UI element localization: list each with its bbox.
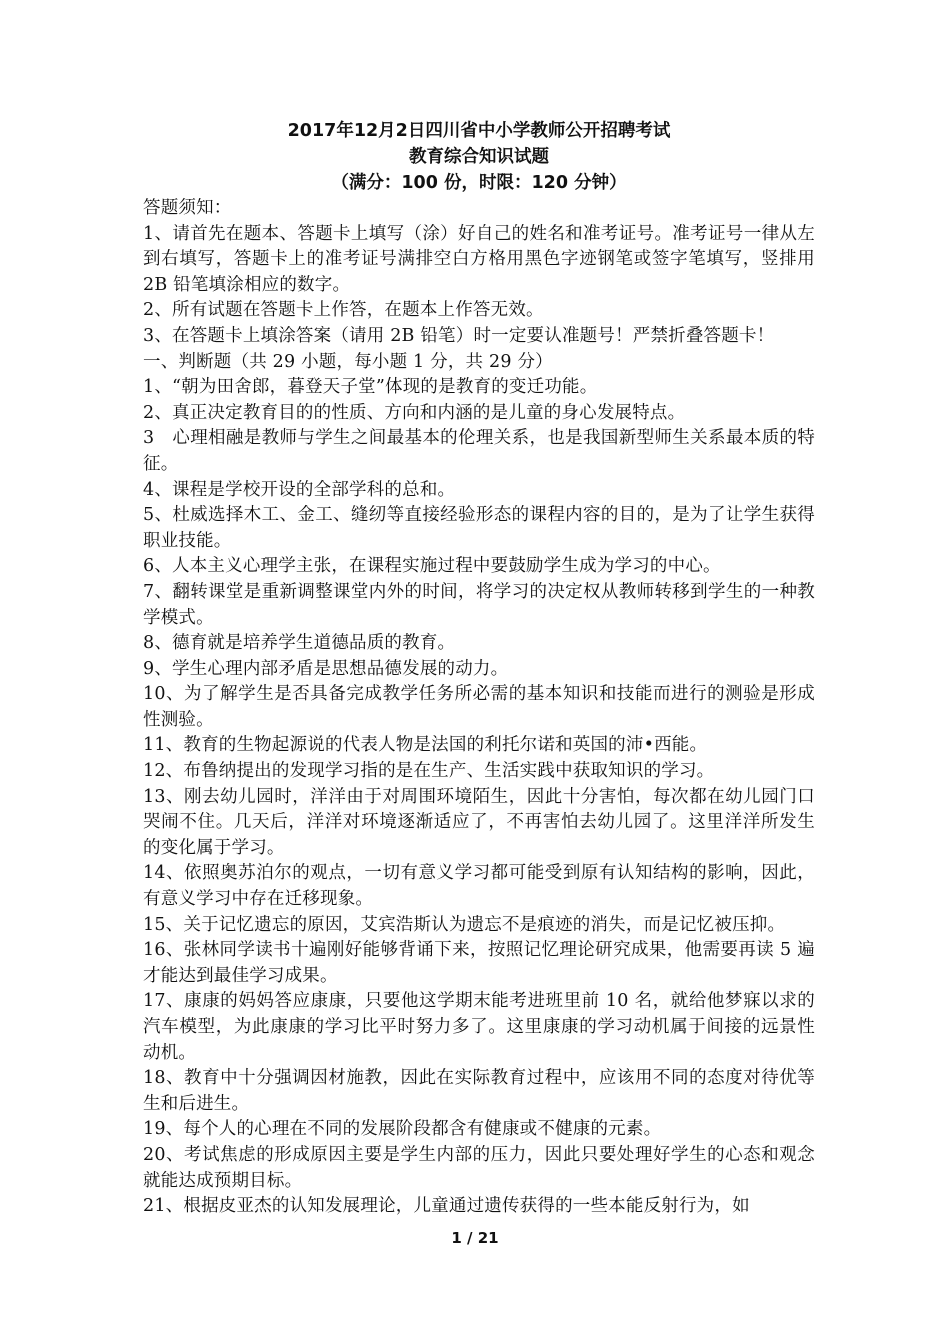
instruction-item: 1、请首先在题本、答题卡上填写（涂）好自己的姓名和准考证号。准考证号一律从左到右填写，答题卡上的准考证号满排空白方格用黑色字迹钢笔或签字笔填写，竖排用 2B 铅笔填涂相应的数字。 (143, 223, 815, 295)
question-item: 10、为了解学生是否具备完成教学任务所必需的基本知识和技能而进行的测验是形成性测验。 (143, 684, 815, 730)
question-item: 2、真正决定教育目的的性质、方向和内涵的是儿童的身心发展特点。 (143, 402, 686, 423)
question-item: 4、课程是学校开设的全部学科的总和。 (143, 479, 456, 500)
question-item: 18、教育中十分强调因材施教，因此在实际教育过程中，应该用不同的态度对待优等生和后进生。 (143, 1068, 815, 1114)
document-page (143, 118, 815, 1220)
question-item: 6、人本主义心理学主张，在课程实施过程中要鼓励学生成为学习的中心。 (143, 556, 721, 577)
document-body (143, 196, 815, 1220)
question-item: 17、康康的妈妈答应康康，只要他这学期末能考进班里前 10 名，就给他梦寐以求的汽车模型，为此康康的学习比平时努力多了。这里康康的学习动机属于间接的远景性动机。 (143, 991, 815, 1063)
question-item: 3 心理相融是教师与学生之间最基本的伦理关系，也是我国新型师生关系最本质的特征。 (143, 428, 815, 474)
question-item: 12、布鲁纳提出的发现学习指的是在生产、生活实践中获取知识的学习。 (143, 761, 715, 782)
question-item: 14、依照奥苏泊尔的观点，一切有意义学习都可能受到原有认知结构的影响，因此，有意义学习中存在迁移现象。 (143, 863, 815, 910)
question-item: 8、德育就是培养学生道德品质的教育。 (143, 633, 456, 654)
question-item: 5、杜威选择木工、金工、缝纫等直接经验形态的课程内容的目的，是为了让学生获得职业技能。 (143, 505, 815, 551)
question-item: 19、每个人的心理在不同的发展阶段都含有健康或不健康的元素。 (143, 1119, 662, 1140)
question-item: 13、刚去幼儿园时，洋洋由于对周围环境陌生，因此十分害怕，每次都在幼儿园门口哭闹不住。几天后，洋洋对环境逐渐适应了，不再害怕去幼儿园了。这里洋洋所发生的变化属于学习。 (143, 786, 815, 858)
exam-title: 2017年12月2日四川省中小学教师公开招聘考试 (287, 121, 671, 141)
question-item: 21、根据皮亚杰的认知发展理论，儿童通过遗传获得的一些本能反射行为，如 (143, 1196, 750, 1217)
question-item: 20、考试焦虑的形成原因主要是学生内部的压力，因此只要处理好学生的心态和观念就能达成预期目标。 (143, 1144, 815, 1191)
title-block (143, 118, 815, 196)
question-item: 9、学生心理内部矛盾是思想品德发展的动力。 (143, 658, 509, 679)
page-number: 1 / 21 (451, 1229, 499, 1247)
question-item: 15、关于记忆遗忘的原因，艾宾浩斯认为遗忘不是痕迹的消失，而是记忆被压抑。 (143, 914, 786, 935)
question-item: 16、张林同学读书十遍刚好能够背诵下来，按照记忆理论研究成果，他需要再读 5 遍才能达到最佳学习成果。 (143, 940, 815, 986)
exam-subtitle: 教育综合知识试题 (409, 147, 549, 167)
section-heading: 一、判断题（共 29 小题，每小题 1 分，共 29 分） (143, 351, 553, 372)
question-item: 7、翻转课堂是重新调整课堂内外的时间，将学习的决定权从教师转移到学生的一种教学模式。 (143, 581, 815, 628)
question-item: 1、“朝为田舍郎，暮登天子堂”体现的是教育的变迁功能。 (143, 377, 598, 398)
instructions-heading: 答题须知： (143, 198, 232, 218)
instruction-item: 2、所有试题在答题卡上作答，在题本上作答无效。 (143, 300, 544, 321)
instruction-item: 3、在答题卡上填涂答案（请用 2B 铅笔）时一定要认准题号！严禁折叠答题卡！ (143, 325, 775, 346)
exam-score-time: （满分：100 份，时限：120 分钟） (331, 173, 627, 193)
question-item: 11、教育的生物起源说的代表人物是法国的利托尔诺和英国的沛•西能。 (143, 735, 708, 756)
